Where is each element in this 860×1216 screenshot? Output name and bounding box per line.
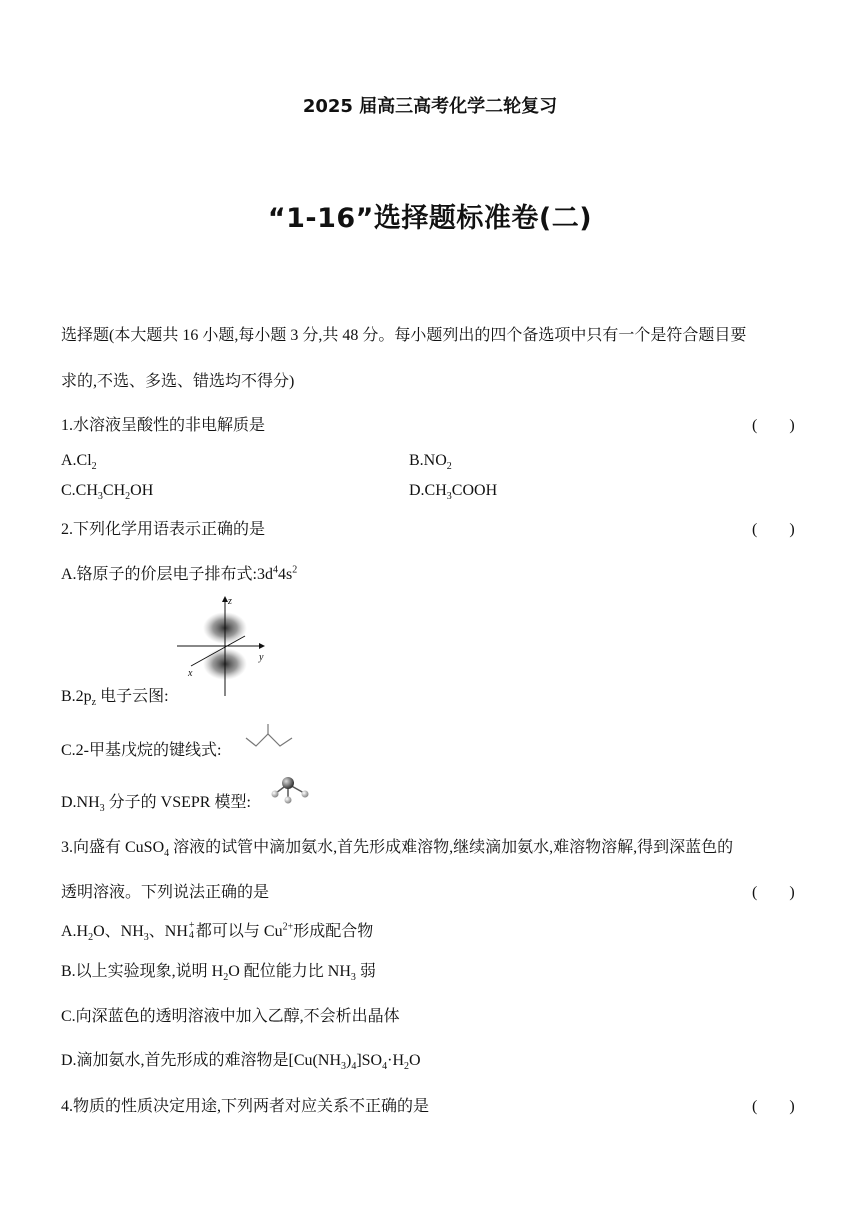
question-3-stem-line-2: 透明溶液。下列说法正确的是 xyxy=(61,884,270,901)
axis-label-x: x xyxy=(188,668,193,679)
answer-blank-1[interactable]: ( ) xyxy=(752,417,795,434)
q1-option-d[interactable]: $D.CH_3COOH$ xyxy=(409,482,498,503)
q3-option-c[interactable]: C.向深蓝色的透明溶液中加入乙醇,不会析出晶体 xyxy=(61,1008,400,1025)
q1-option-c[interactable]: $C.CH_3CH_2OH$ xyxy=(61,482,154,503)
q2-option-b[interactable]: $B.2p_z$ 电子云图: xyxy=(61,688,169,709)
q1-option-b[interactable]: $B.NO_2$ xyxy=(409,452,452,473)
series-title: 2025 届高三高考化学二轮复习 xyxy=(302,96,558,117)
q2-option-d[interactable]: $D.NH_3$ 分子的 VSEPR 模型: xyxy=(61,794,251,815)
question-3-stem-line-1: 3.向盛有 CuSO$_4$ 溶液的试管中滴加氨水,首先形成难溶物,继续滴加氨水,难溶物溶解,得到深蓝色的 xyxy=(61,839,734,860)
instructions-line-2: 求的,不选、多选、错选均不得分) xyxy=(61,373,295,390)
q3-option-a[interactable]: $A.H_2O$、$NH_3$、NH + 4 都可以与 $Cu^{2+}$形成配合物 xyxy=(61,920,374,944)
axis-label-y: y xyxy=(259,652,264,663)
q2-option-c[interactable]: C.2-甲基戊烷的键线式: xyxy=(61,742,222,759)
q2-option-a[interactable]: A.铬原子的价层电子排布式$:3d^44s^2$ xyxy=(61,564,298,583)
q3-option-b[interactable]: B.以上实验现象,说明 $H_2O$ 配位能力比 $NH_3$ 弱 xyxy=(61,963,376,984)
answer-blank-2[interactable]: ( ) xyxy=(752,521,795,538)
instructions-line-1: 选择题(本大题共 16 小题,每小题 3 分,共 48 分。每小题列出的四个备选项中只有一个是符合题目要 xyxy=(61,327,747,344)
nh3-vsepr-model xyxy=(268,775,312,805)
q1-option-a[interactable]: $A.Cl_2$ xyxy=(61,452,97,473)
answer-blank-4[interactable]: ( ) xyxy=(752,1098,795,1115)
skeletal-formula-2-methylpentane xyxy=(246,724,296,752)
answer-blank-3[interactable]: ( ) xyxy=(752,884,795,901)
axis-label-z: z xyxy=(228,596,232,607)
2pz-electron-cloud-diagram xyxy=(175,596,275,696)
page-title: “1-16”选择题标准卷(二) xyxy=(267,203,593,234)
question-1-stem: 1.水溶液呈酸性的非电解质是 xyxy=(61,417,266,434)
question-4-stem: 4.物质的性质决定用途,下列两者对应关系不正确的是 xyxy=(61,1098,430,1115)
q3-option-d[interactable]: D.滴加氨水,首先形成的难溶物是$[Cu(NH_3)_4]SO_4\cdot H_2O$ xyxy=(61,1052,421,1073)
question-2-stem: 2.下列化学用语表示正确的是 xyxy=(61,521,266,538)
